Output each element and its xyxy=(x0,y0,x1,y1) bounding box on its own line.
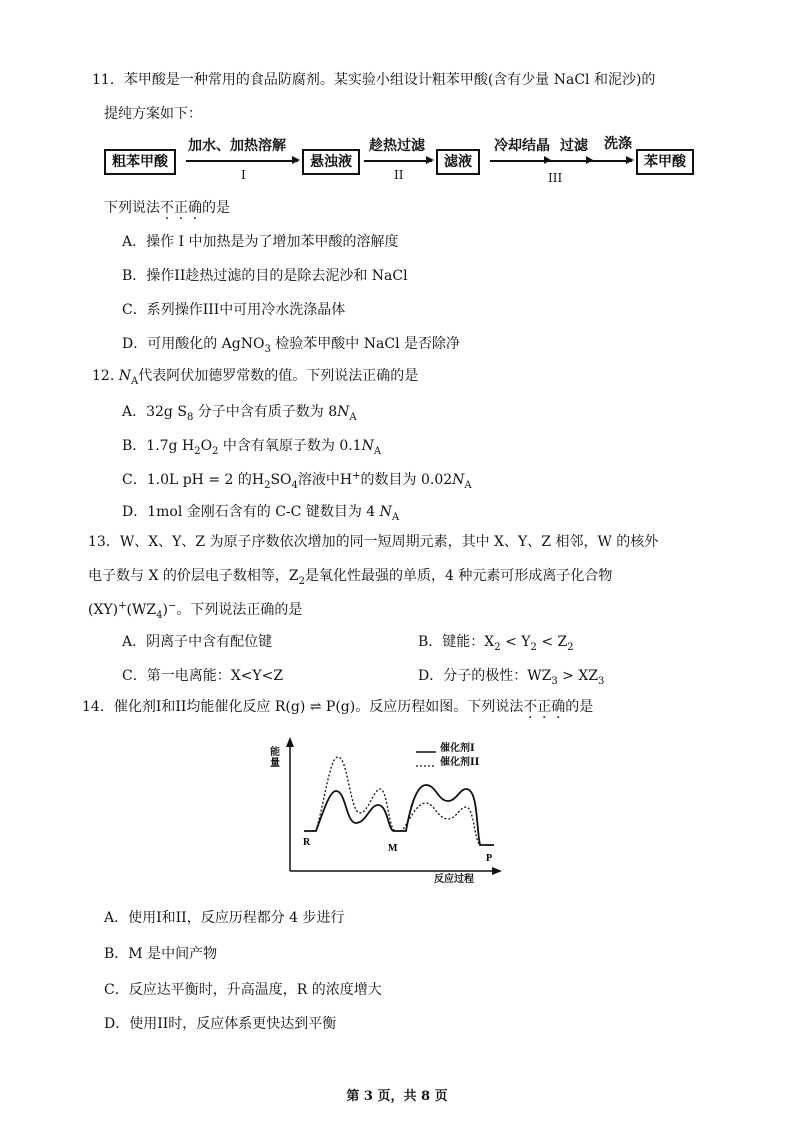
flow-step-3-label-b: 过滤 xyxy=(560,138,588,154)
flow-box-benzoic-acid: 苯甲酸 xyxy=(636,149,694,175)
q14-number: 14． xyxy=(82,699,114,715)
flow-step-2-label: 趁热过滤 xyxy=(369,138,425,154)
point-label-r: R xyxy=(303,837,311,848)
q11-option-c[interactable]: C．系列操作III中可用冷水洗涤晶体 xyxy=(122,302,346,318)
flow-arrow-2 xyxy=(364,160,432,162)
q13-stem-line2: 电子数与 X 的价层电子数相等，$Z_2$是氧化性最强的单质，4 种元素可形成离子化合物 xyxy=(88,568,613,587)
legend-label-catalyst-1: 催化剂I xyxy=(440,743,475,754)
q11-stem-line1: 11．苯甲酸是一种常用的食品防腐剂。某实验小组设计粗苯甲酸(含有少量 NaCl 和泥沙)的 xyxy=(92,72,656,88)
q12-option-b[interactable]: B．1.7g $H_2O_2$ 中含有氧原子数为 $0.1N_A$ xyxy=(122,438,382,457)
flow-step-1-label: 加水、加热溶解 xyxy=(188,138,286,154)
q12-option-c[interactable]: C．1.0L pH = 2 的$H_2SO_4$溶液中H+的数目为 $0.02N_A$ xyxy=(122,470,472,491)
flow-mid-arrow-b xyxy=(586,156,593,164)
flow-arrow-1 xyxy=(186,160,298,162)
q13-option-b[interactable]: B．键能：$X_2 < Y_2 < Z_2$ xyxy=(418,634,574,653)
q13-stem-line1: 13．W、X、Y、Z 为原子序数依次增加的同一短周期元素，其中 X、Y、Z 相邻，W 的核外 xyxy=(88,534,659,550)
x-axis-arrow-icon xyxy=(492,867,502,875)
q11-option-a[interactable]: A．操作 I 中加热是为了增加苯甲酸的溶解度 xyxy=(122,234,399,250)
flow-step-1-roman: I xyxy=(241,168,246,182)
flow-arrow-3 xyxy=(490,160,632,162)
point-label-p: P xyxy=(486,853,493,864)
flow-box-suspension: 悬浊液 xyxy=(302,149,360,175)
q13-stem-line3: $(XY)^+(WZ_4)^-$。下列说法正确的是 xyxy=(88,600,303,621)
flow-step-3-label-a: 冷却结晶 xyxy=(494,138,550,154)
flow-mid-arrow-a xyxy=(544,156,551,164)
q11-stem-line2: 提纯方案如下： xyxy=(104,106,202,122)
q11-number: 11． xyxy=(92,72,124,88)
point-label-m: M xyxy=(388,843,398,854)
x-axis-label: 反应过程 xyxy=(434,874,474,885)
series-catalyst-1 xyxy=(304,785,494,845)
flow-step-3-label-c: 洗涤 xyxy=(604,136,632,152)
q11-option-b[interactable]: B．操作II趁热过滤的目的是除去泥沙和 NaCl xyxy=(122,268,408,284)
energy-profile-chart xyxy=(270,735,510,885)
q13-option-a[interactable]: A．阴离子中含有配位键 xyxy=(122,634,273,650)
page-footer: 第 3 页，共 8 页 xyxy=(346,1089,448,1104)
flow-box-filtrate: 滤液 xyxy=(436,149,480,175)
q12-option-d[interactable]: D．1mol 金刚石含有的 C-C 键数目为 4 $N_A$ xyxy=(122,504,400,523)
q14-option-c[interactable]: C．反应达平衡时，升高温度，R 的浓度增大 xyxy=(104,982,382,998)
q13-number: 13． xyxy=(88,534,120,550)
q11-flowchart xyxy=(104,135,704,187)
q12-option-a[interactable]: A．32g $S_8$ 分子中含有质子数为 $8N_A$ xyxy=(122,404,357,423)
q14-option-b[interactable]: B．M 是中间产物 xyxy=(104,946,218,962)
q14-option-a[interactable]: A．使用I和II，反应历程都分 4 步进行 xyxy=(104,910,345,926)
q11-option-d[interactable]: D．可用酸化的 AgNO$_3$ 检验苯甲酸中 NaCl 是否除净 xyxy=(122,336,460,355)
flow-step-2-roman: II xyxy=(394,168,404,182)
q14-option-d[interactable]: D．使用II时，反应体系更快达到平衡 xyxy=(104,1016,337,1032)
q14-stem: 14．催化剂I和II均能催化反应 R(g) ⇌ P(g)。反应历程如图。下列说法不正确的是 xyxy=(82,699,594,715)
q13-option-c[interactable]: C．第一电离能：X<Y<Z xyxy=(122,668,284,684)
q12-stem: 12. $N_A$代表阿伏加德罗常数的值。下列说法正确的是 xyxy=(92,368,419,387)
flow-box-crude-benzoic-acid: 粗苯甲酸 xyxy=(104,149,176,175)
y-axis-label: 能量 xyxy=(270,747,280,769)
y-axis-arrow-icon xyxy=(286,737,294,747)
legend-label-catalyst-2: 催化剂II xyxy=(440,757,480,768)
q13-option-d[interactable]: D．分子的极性：$WZ_3 > XZ_3$ xyxy=(418,668,605,687)
q11-prompt: 下列说法不正确的是 xyxy=(104,200,230,216)
flow-step-3-roman: III xyxy=(548,171,563,185)
q12-number: 12. xyxy=(92,368,115,384)
